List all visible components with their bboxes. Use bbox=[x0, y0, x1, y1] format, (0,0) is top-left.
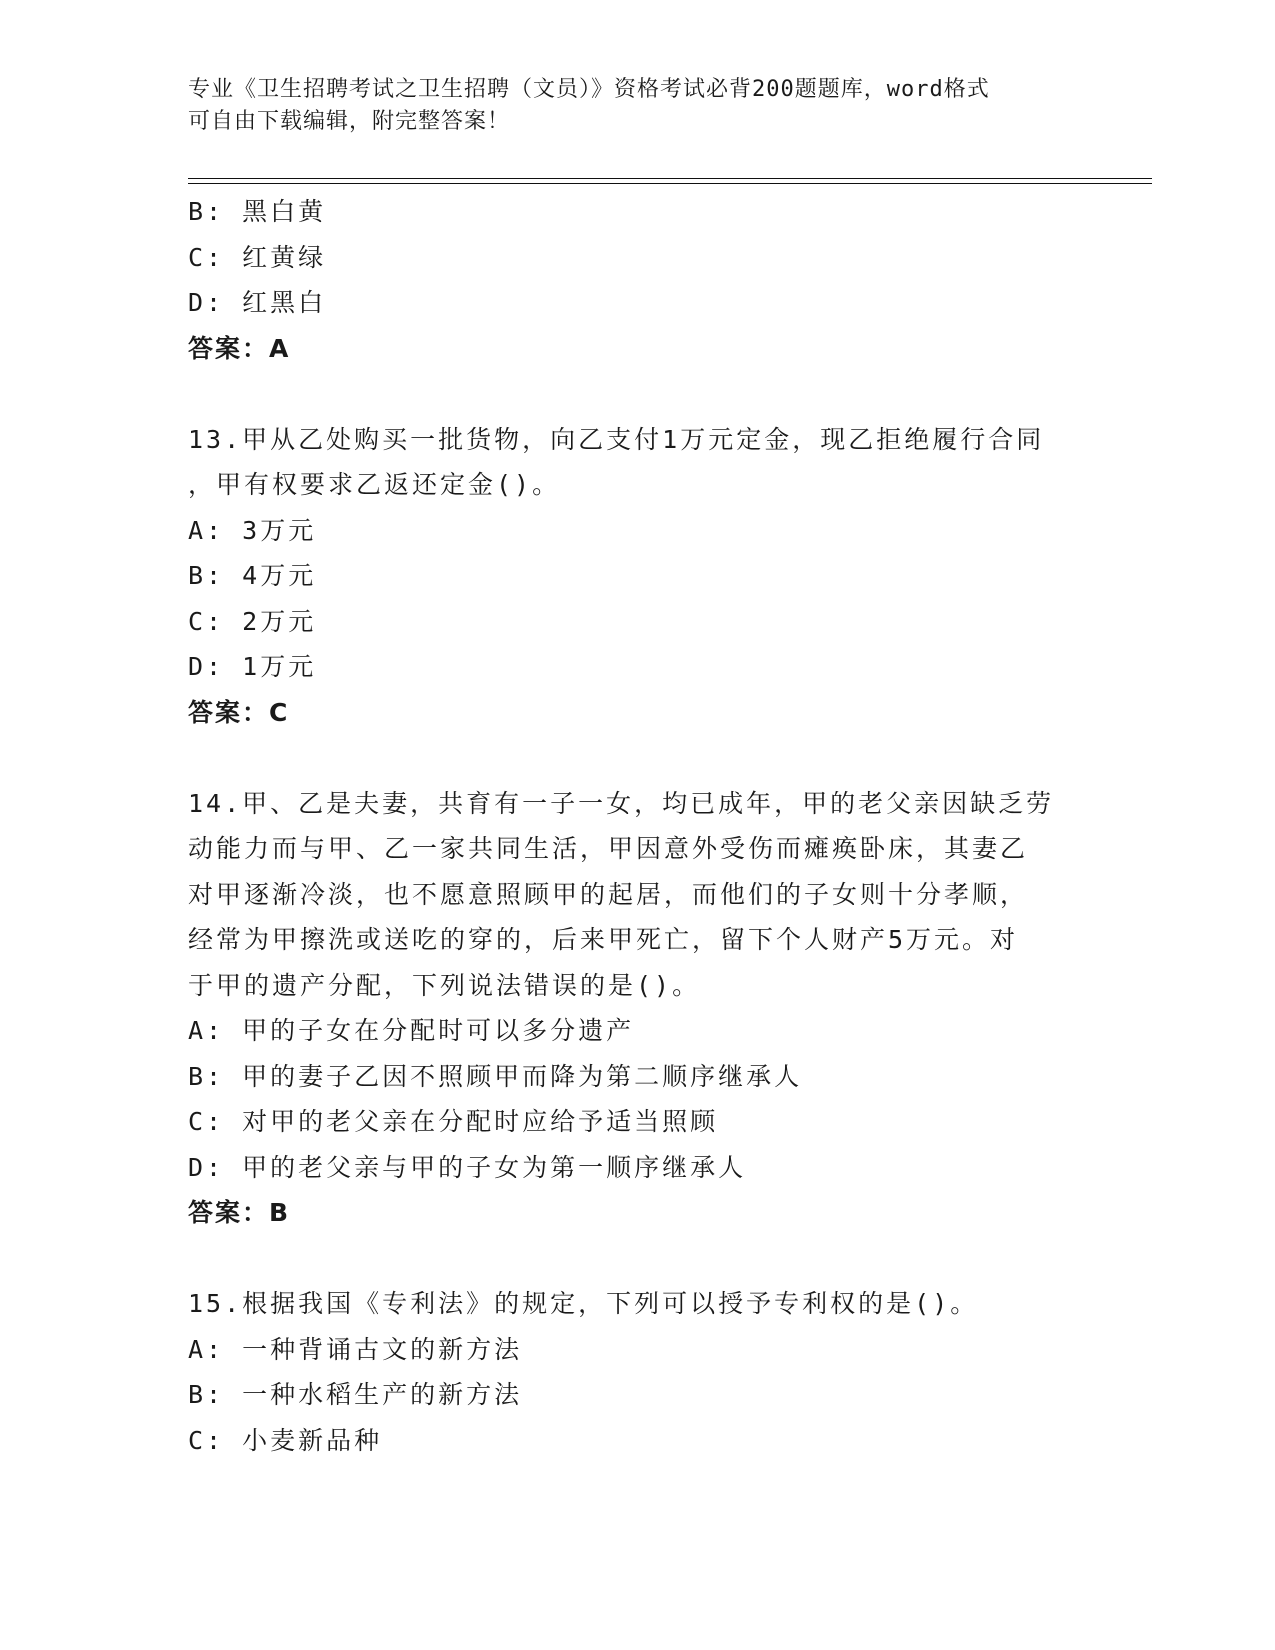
document-header bbox=[188, 74, 1088, 138]
question-stem-line: 对甲逐渐冷淡，也不愿意照顾甲的起居，而他们的子女则十分孝顺， bbox=[188, 879, 1029, 909]
spacer bbox=[188, 735, 1088, 781]
question-stem-line: 13.甲从乙处购买一批货物，向乙支付1万元定金，现乙拒绝履行合同 bbox=[188, 424, 1045, 454]
answer-line: 答案：B bbox=[188, 1198, 291, 1227]
header-line-2: 可自由下载编辑，附完整答案！ bbox=[188, 109, 511, 134]
option-d: D: 甲的老父亲与甲的子女为第一顺序继承人 bbox=[188, 1152, 747, 1182]
header-divider-bottom bbox=[188, 183, 1152, 184]
question-13 bbox=[188, 417, 1088, 736]
option-d: D: 红黑白 bbox=[188, 288, 327, 317]
option-b: B: 一种水稻生产的新方法 bbox=[188, 1380, 523, 1409]
question-stem-line: 经常为甲擦洗或送吃的穿的，后来甲死亡，留下个人财产5万元。对 bbox=[188, 925, 1019, 954]
header-divider-top bbox=[188, 178, 1152, 179]
question-stem-line: 15.根据我国《专利法》的规定，下列可以授予专利权的是()。 bbox=[188, 1289, 979, 1318]
question-stem-line: ，甲有权要求乙返还定金()。 bbox=[188, 470, 561, 499]
answer-line: 答案：A bbox=[188, 333, 291, 363]
option-b: B: 黑白黄 bbox=[188, 197, 327, 226]
option-c: C: 对甲的老父亲在分配时应给予适当照顾 bbox=[188, 1107, 719, 1136]
option-a: A: 3万元 bbox=[188, 515, 317, 545]
option-c: C: 红黄绿 bbox=[188, 242, 327, 272]
option-a: A: 甲的子女在分配时可以多分遗产 bbox=[188, 1016, 635, 1045]
question-15 bbox=[188, 1281, 1088, 1463]
option-c: C: 小麦新品种 bbox=[188, 1425, 383, 1455]
document-body bbox=[188, 189, 1088, 1463]
question-stem-line: 14.甲、乙是夫妻，共育有一子一女，均已成年，甲的老父亲因缺乏劳 bbox=[188, 788, 1055, 818]
option-c: C: 2万元 bbox=[188, 606, 317, 636]
spacer bbox=[188, 371, 1088, 417]
option-d: D: 1万元 bbox=[188, 652, 317, 681]
question-stem-line: 动能力而与甲、乙一家共同生活，甲因意外受伤而瘫痪卧床，其妻乙 bbox=[188, 834, 1029, 863]
question-12-tail bbox=[188, 189, 1088, 371]
spacer bbox=[188, 1236, 1088, 1282]
option-b: B: 4万元 bbox=[188, 561, 317, 590]
answer-line: 答案：C bbox=[188, 697, 290, 727]
option-a: A: 一种背诵古文的新方法 bbox=[188, 1334, 523, 1364]
question-stem-line: 于甲的遗产分配，下列说法错误的是()。 bbox=[188, 970, 701, 1000]
question-14 bbox=[188, 781, 1088, 1236]
option-b: B: 甲的妻子乙因不照顾甲而降为第二顺序继承人 bbox=[188, 1061, 803, 1091]
header-line-1: 专业《卫生招聘考试之卫生招聘（文员）》资格考试必背200题题库，word格式 bbox=[188, 77, 990, 102]
